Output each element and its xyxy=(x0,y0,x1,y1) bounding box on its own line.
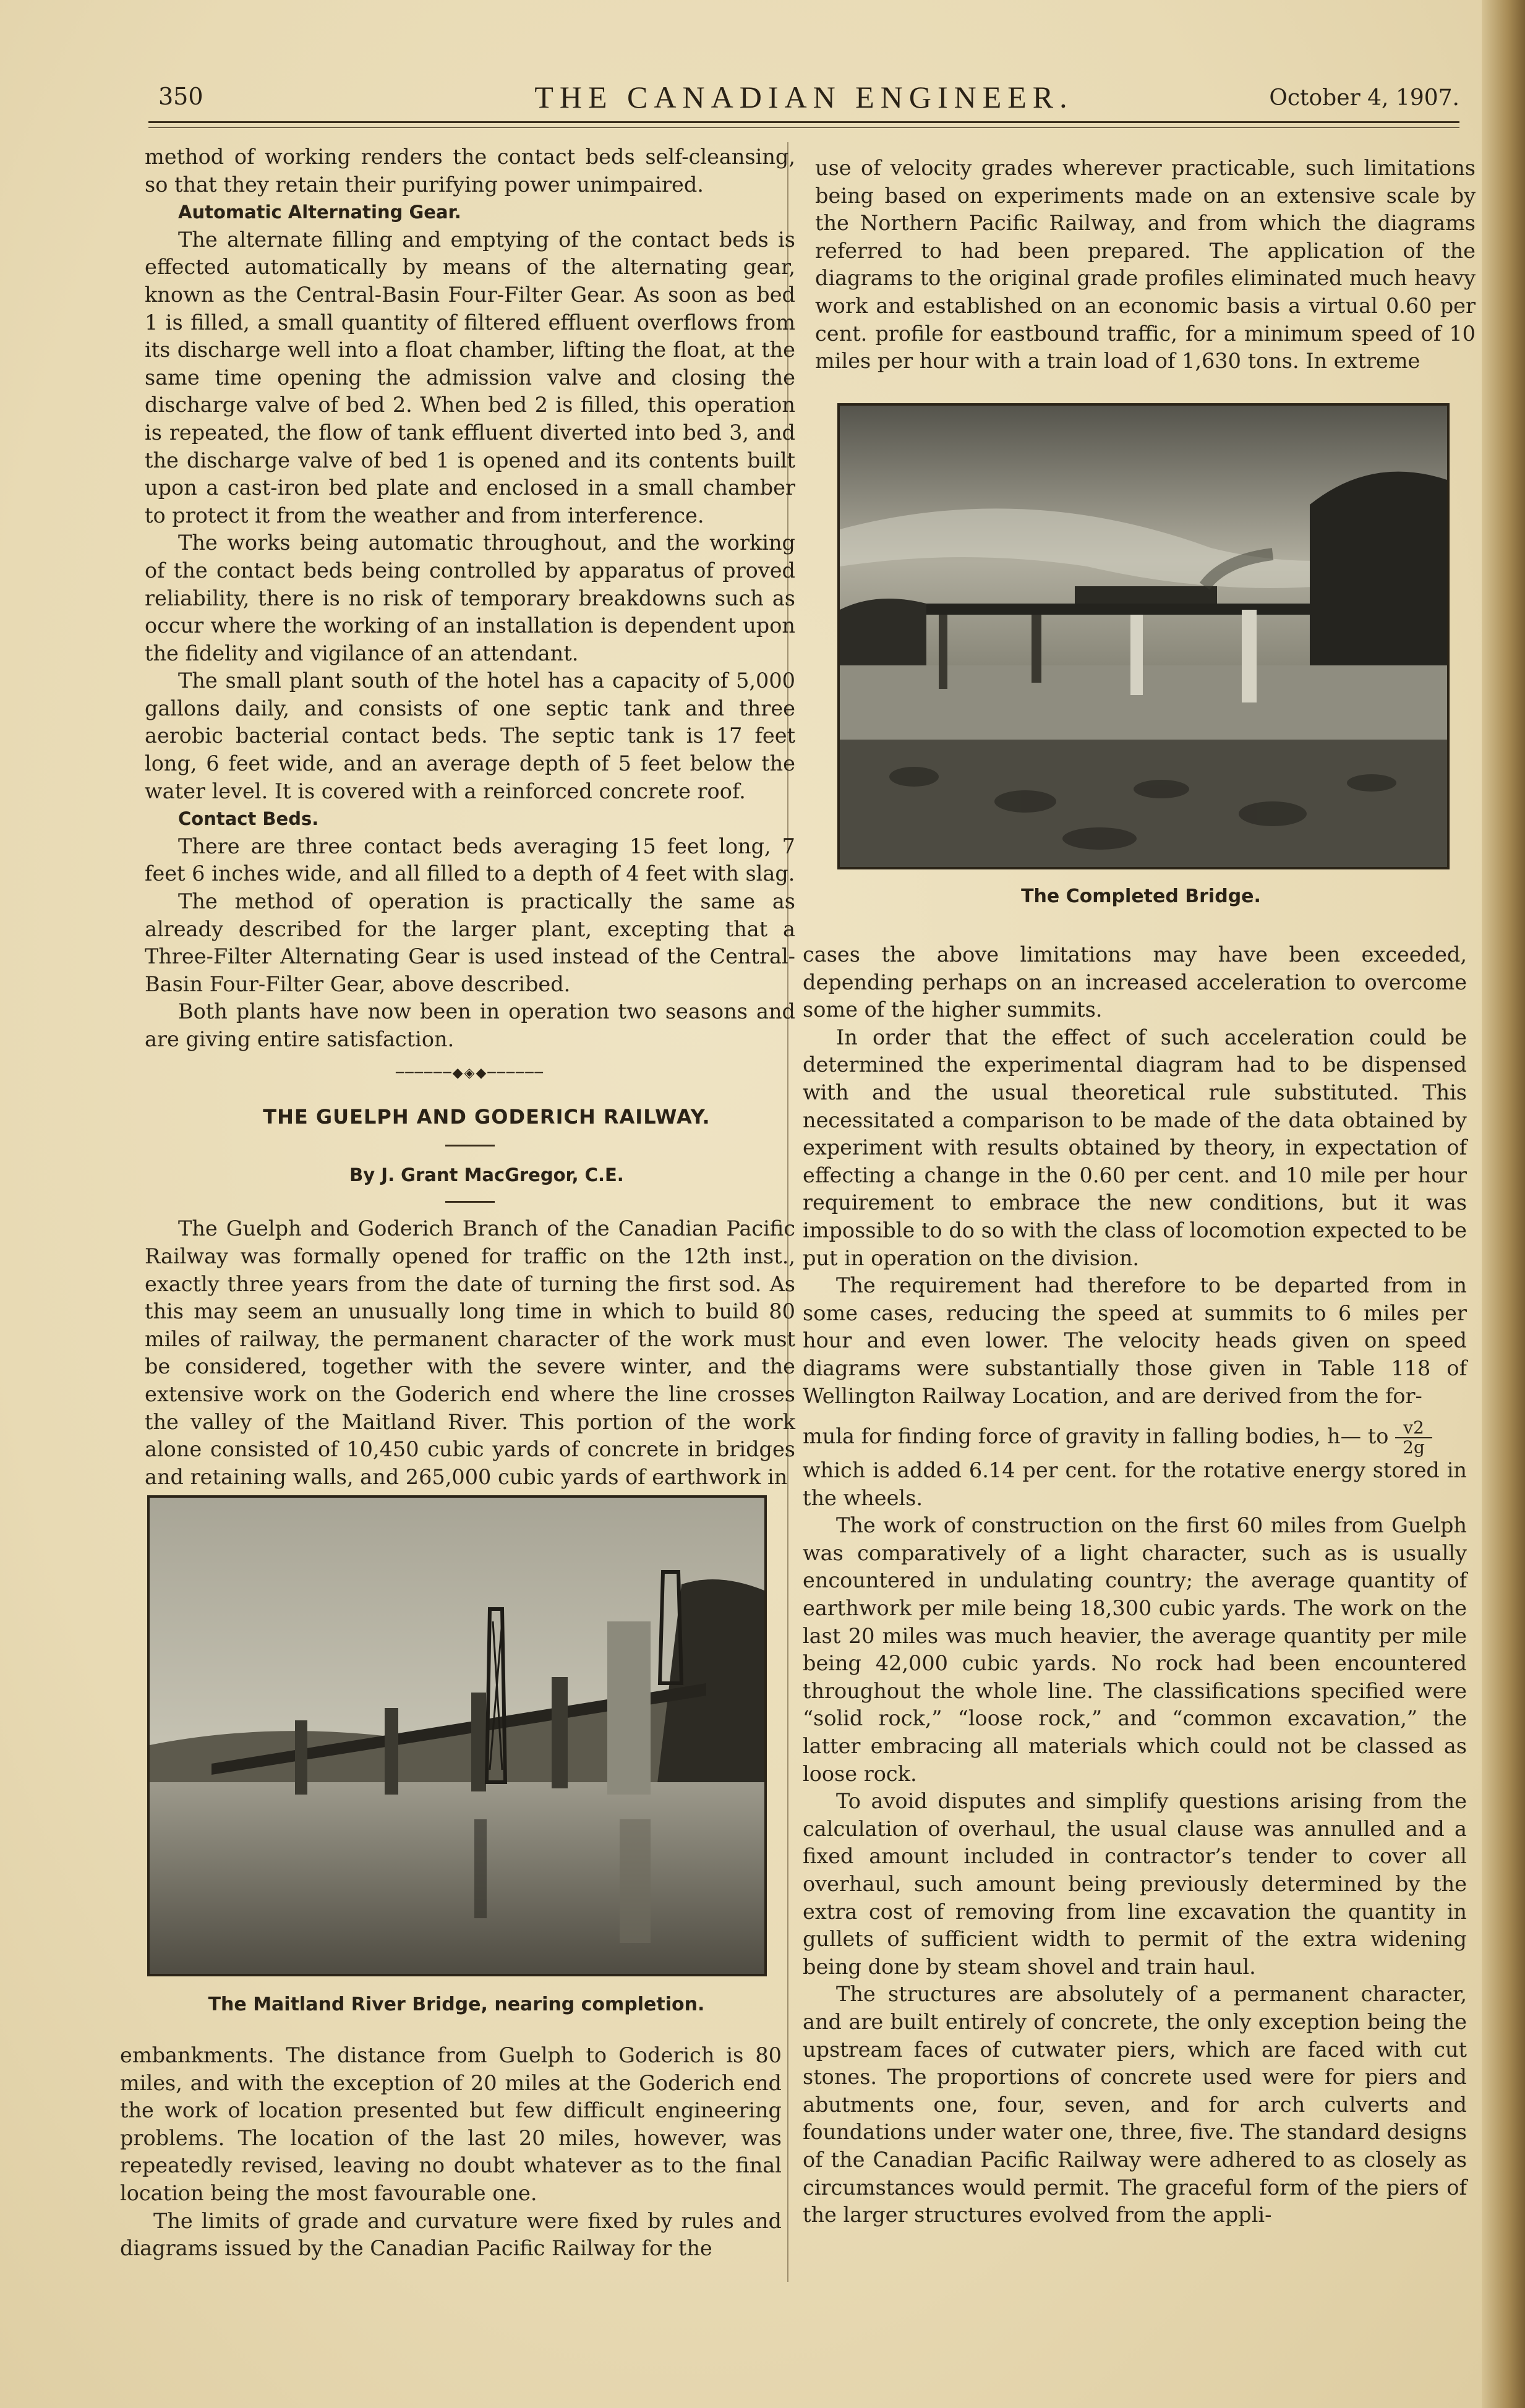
ornament-divider: ──────◆◈◆────── xyxy=(396,1065,544,1081)
paragraph: which is added 6.14 per cent. for the rotative energy stored in the wheels. xyxy=(803,1458,1467,1510)
paragraph: The work of construction on the first 60 miles from Guelph was comparatively of a light character, such as is usually encountered in undulating country; the average quantity of earthwork per mile being 18,300 cubic yards. The work on the last 20 miles was much heavier, the average quantity per mile being 42,000 cubic yards. No rock had been encountered throughout the whole line. The classifications specified were “solid rock,” “loose rock,” and “common excavation,” the latter embracing all materials which could not be classed as loose rock. xyxy=(803,1513,1467,1786)
page-number: 350 xyxy=(158,83,203,110)
paragraph: embankments. The distance from Guelph to Goderich is 80 miles, and with the exception of 20 miles at the Goderich end the work of location presented but few difficult engineering problems. The location of the last 20 miles, however, was repeatedly revised, leaving no doubt whatever as to the final location being the most favourable one. xyxy=(120,2043,782,2205)
page-header xyxy=(148,74,1459,124)
paragraph: The requirement had therefore to be departed from in some cases, reducing the speed at summits to 6 miles per hour and even lower. The velocity heads given on speed diagrams were substantially those given in Table 118 of Wellington Railway Location, and are derived from the for- xyxy=(803,1273,1467,1408)
left-column-top xyxy=(145,143,795,1491)
paragraph: The method of operation is practically the same as already described for the larger plant, excepting that a Three-Filter Alternating Gear is used instead of the Central-Basin Four-Filter Gear, above described. xyxy=(145,889,795,996)
paragraph: There are three contact beds averaging 15 feet long, 7 feet 6 inches wide, and all filled to a depth of 4 feet with slag. xyxy=(145,834,795,886)
formula-text: mula for finding force of gravity in falling bodies, h— to xyxy=(803,1424,1389,1449)
subheading-contact-beds: Contact Beds. xyxy=(178,808,319,830)
velocity-head-fraction xyxy=(1395,1419,1432,1457)
completed-bridge-image xyxy=(840,406,1447,867)
fraction-numerator: v2 xyxy=(1395,1419,1432,1438)
paragraph: cases the above limitations may have been exceeded, depending perhaps on an increased acceleration to overcome some of the higher summits. xyxy=(803,942,1467,1022)
paragraph: The Guelph and Goderich Branch of the Canadian Pacific Railway was formally opened for traffic on the 12th inst., exactly three years from the date of turning the first sod. As this may seem an unusually long time in which to build 80 miles of railway, the permanent character of the work must be considered, together with the severe winter, and the extensive work on the Goderich end where the line crosses the valley of the Maitland River. This portion of the work alone consisted of 10,450 cubic yards of concrete in bridges and retaining walls, and 265,000 cubic yards of earthwork in xyxy=(145,1216,795,1489)
title-rule xyxy=(445,1145,495,1146)
photo-caption-completed: The Completed Bridge. xyxy=(1021,886,1261,907)
paragraph: The structures are absolutely of a permanent character, and are built entirely of concrete, the only exception being the upstream faces of cutwater piers, which are faced with cut stones. The proportions of concrete used were for piers and abutments one, four, seven, and for arch culverts and foundations under water one, three, five. The standard designs of the Canadian Pacific Railway were adhered to as closely as circumstances would permit. The graceful form of the piers of the larger structures evolved from the appli- xyxy=(803,1982,1467,2227)
paragraph: The limits of grade and curvature were fixed by rules and diagrams issued by the Canadian Pacific Railway for the xyxy=(120,2208,782,2261)
header-rule xyxy=(148,121,1459,123)
formula-line xyxy=(803,1419,1467,1457)
right-column-top xyxy=(815,155,1476,375)
photo-caption-maitland: The Maitland River Bridge, nearing completion. xyxy=(208,1994,705,2015)
paragraph: The small plant south of the hotel has a capacity of 5,000 gallons daily, and consists of one septic tank and three aerobic bacterial contact beds. The septic tank is 17 feet long, 6 feet wide, and an average depth of 5 feet below the water level. It is covered with a reinforced concrete roof. xyxy=(145,668,795,803)
photo-completed-bridge xyxy=(837,403,1450,869)
fraction-denominator: 2g xyxy=(1403,1437,1425,1458)
page-edge xyxy=(1482,0,1525,2408)
paragraph: The alternate filling and emptying of the contact beds is effected automatically by means of the alternating gear, known as the Central-Basin Four-Filter Gear. As soon as bed 1 is filled, a small quantity of filtered effluent overflows from its discharge well into a float chamber, lifting the float, at the same time opening the admission valve and closing the discharge valve of bed 2. When bed 2 is filled, this operation is repeated, the flow of tank effluent diverted into bed 3, and the discharge valve of bed 1 is opened and its contents built upon a cast-iron bed plate and enclosed in a small chamber to protect it from the weather and from interference. xyxy=(145,227,795,527)
photo-maitland-bridge xyxy=(147,1495,767,1976)
right-column-bottom xyxy=(803,941,1467,2229)
paragraph: To avoid disputes and simplify questions arising from the calculation of overhaul, the usual clause was annulled and a fixed amount included in contractor’s tender to cover all overhaul, such amount being previously determined by the extra cost of removing from line excavation the quantity in gullets of sufficient width to permit of the extra widening being done by steam shovel and train haul. xyxy=(803,1789,1467,1979)
paragraph: Both plants have now been in operation two seasons and are giving entire satisfaction. xyxy=(145,999,795,1051)
bridge-construction-image xyxy=(150,1498,764,1974)
paragraph: The works being automatic throughout, and the working of the contact beds being controlled by apparatus of proved reliability, there is no risk of temporary breakdowns such as occur where the working of an installation is dependent upon the fidelity and vigilance of an attendant. xyxy=(145,531,795,665)
subheading-gear: Automatic Alternating Gear. xyxy=(178,202,461,223)
paragraph: use of velocity grades wherever practicable, such limitations being based on experiments made on an extensive scale by the Northern Pacific Railway, and from which the diagrams referred to had been prepared. The application of the diagrams to the original grade profiles eliminated much heavy work and established on an economic basis a virtual 0.60 per cent. profile for eastbound traffic, for a minimum speed of 10 miles per hour with a train load of 1,630 tons. In extreme xyxy=(815,156,1476,374)
byline: By J. Grant MacGregor, C.E. xyxy=(349,1164,624,1185)
journal-title: THE CANADIAN ENGINEER. xyxy=(534,80,1074,114)
paragraph: method of working renders the contact beds self-cleansing, so that they retain their purifying power unimpaired. xyxy=(145,145,795,197)
header-rule-thin xyxy=(148,127,1459,128)
byline-rule xyxy=(445,1201,495,1203)
article-title: THE GUELPH AND GODERICH RAILWAY. xyxy=(263,1105,711,1129)
left-column-bottom xyxy=(120,2042,782,2263)
issue-date: October 4, 1907. xyxy=(1269,85,1459,111)
paragraph: In order that the effect of such acceleration could be determined the experimental diagram had to be dispensed with and the usual theoretical rule substituted. This necessitated a comparison to be made of the data obtained by experiment with results obtained by theory, in expectation of effecting a change in the 0.60 per cent. and 10 mile per hour requirement to embrace the new conditions, but it was impossible to do so with the class of locomotion expected to be put in operation on the division. xyxy=(803,1025,1467,1270)
